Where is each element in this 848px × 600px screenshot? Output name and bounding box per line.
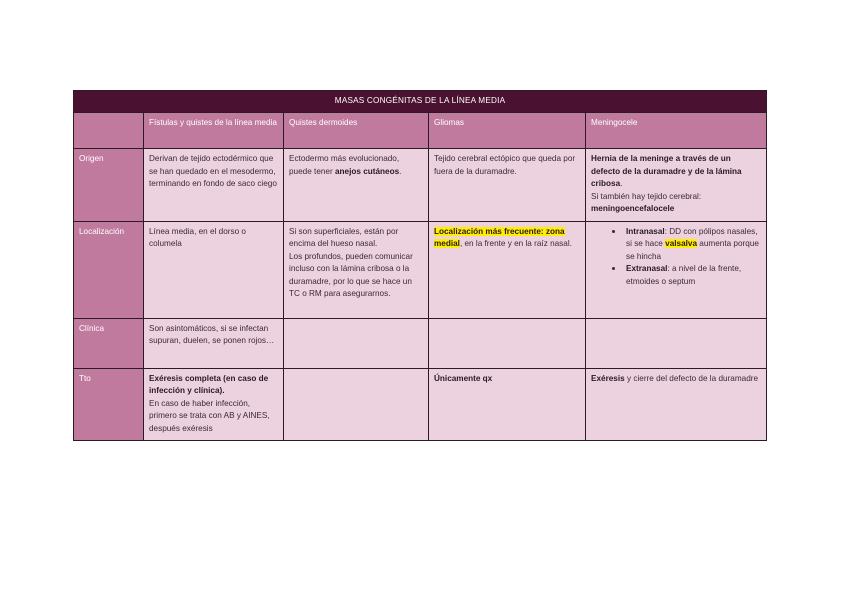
clinica-gliomas-cell xyxy=(429,318,586,368)
row-label-clinica: Clínica xyxy=(74,318,144,368)
intranasal-text: : DD con pólipos nasales, si se hace xyxy=(626,226,758,248)
list-item-extranasal xyxy=(624,263,761,288)
tto-gliomas-cell xyxy=(429,368,586,441)
origen-gliomas-cell: Tejido cerebral ectópico que queda por fuera de la duramadre. xyxy=(429,149,586,222)
origen-meningocele-cell xyxy=(586,149,767,222)
tto-meningocele-text: y cierre del defecto de la duramadre xyxy=(624,373,759,383)
tto-fistulas-bold: Exéresis completa (en caso de infección y clínica). xyxy=(149,373,269,395)
tto-meningocele-cell xyxy=(586,368,767,441)
intranasal-label: Intranasal xyxy=(626,226,665,236)
localizacion-meningocele-cell xyxy=(586,221,767,318)
tto-dermoides-cell xyxy=(284,368,429,441)
tto-gliomas-bold: Únicamente qx xyxy=(434,373,493,383)
origen-meningocele-bold: Hernia de la meninge a través de un defecto de la duramadre y de la lámina cribosa xyxy=(591,154,742,188)
table-title: MASAS CONGÉNITAS DE LA LÍNEA MEDIA xyxy=(74,91,767,113)
header-gliomas: Gliomas xyxy=(429,113,586,149)
origen-meningocele-note: Si también hay tejido cerebral: xyxy=(591,191,702,201)
header-quistes-dermoides: Quistes dermoides xyxy=(284,113,429,149)
localizacion-dermoides-cell xyxy=(284,221,429,318)
masas-congenitas-table xyxy=(73,90,767,441)
row-label-tto: Tto xyxy=(74,368,144,441)
extranasal-label: Extranasal xyxy=(626,264,668,273)
localizacion-dermoides-superficiales: Si son superficiales, están por encima del hueso nasal. xyxy=(289,226,399,248)
clinica-fistulas-cell: Son asintomáticos, si se infectan supuran, duelen, se ponen rojos… xyxy=(144,318,284,368)
corner-header-cell xyxy=(74,113,144,149)
localizacion-dermoides-profundos: Los profundos, pueden comunicar incluso con la lámina cribosa o la duramadre, por lo que se hace un TC o RM para asegurarnos. xyxy=(289,251,413,298)
valsalva-highlight: valsalva xyxy=(665,239,698,248)
tto-meningocele-bold: Exéresis xyxy=(591,373,625,383)
origen-dermoides-bold: anejos cutáneos xyxy=(334,166,400,176)
tto-fistulas-text: En caso de haber infección, primero se trata con AB y AINES, después exéresis xyxy=(149,398,270,433)
meningocele-location-list xyxy=(591,226,761,289)
origen-dermoides-cell xyxy=(284,149,429,222)
origen-meningocele-period: . xyxy=(620,179,623,188)
localizacion-gliomas-text: , en la frente y en la raíz nasal. xyxy=(459,239,572,248)
header-fistulas: Fístulas y quistes de la línea media xyxy=(144,113,284,149)
header-meningocele: Meningocele xyxy=(586,113,767,149)
tto-fistulas-cell xyxy=(144,368,284,441)
intranasal-text-end: aumenta porque se hincha xyxy=(626,239,759,261)
row-label-localizacion: Localización xyxy=(74,221,144,318)
localizacion-fistulas-cell: Línea media, en el dorso o columela xyxy=(144,221,284,318)
row-label-origen: Origen xyxy=(74,149,144,222)
origen-dermoides-end: . xyxy=(399,166,402,176)
origen-fistulas-cell: Derivan de tejido ectodérmico que se han quedado en el mesodermo, terminando en fondo de saco ciego xyxy=(144,149,284,222)
list-item-intranasal xyxy=(624,226,761,264)
extranasal-text: : a nivel de la frente, etmoides o septum xyxy=(626,264,742,286)
localizacion-gliomas-highlight: Localización más frecuente: zona medial xyxy=(434,226,565,248)
clinica-dermoides-cell xyxy=(284,318,429,368)
clinica-meningocele-cell xyxy=(586,318,767,368)
origen-dermoides-text: Ectodermo más evolucionado, puede tener xyxy=(289,154,400,176)
origen-meningoencefalocele: meningoencefalocele xyxy=(591,204,675,213)
localizacion-gliomas-cell xyxy=(429,221,586,318)
